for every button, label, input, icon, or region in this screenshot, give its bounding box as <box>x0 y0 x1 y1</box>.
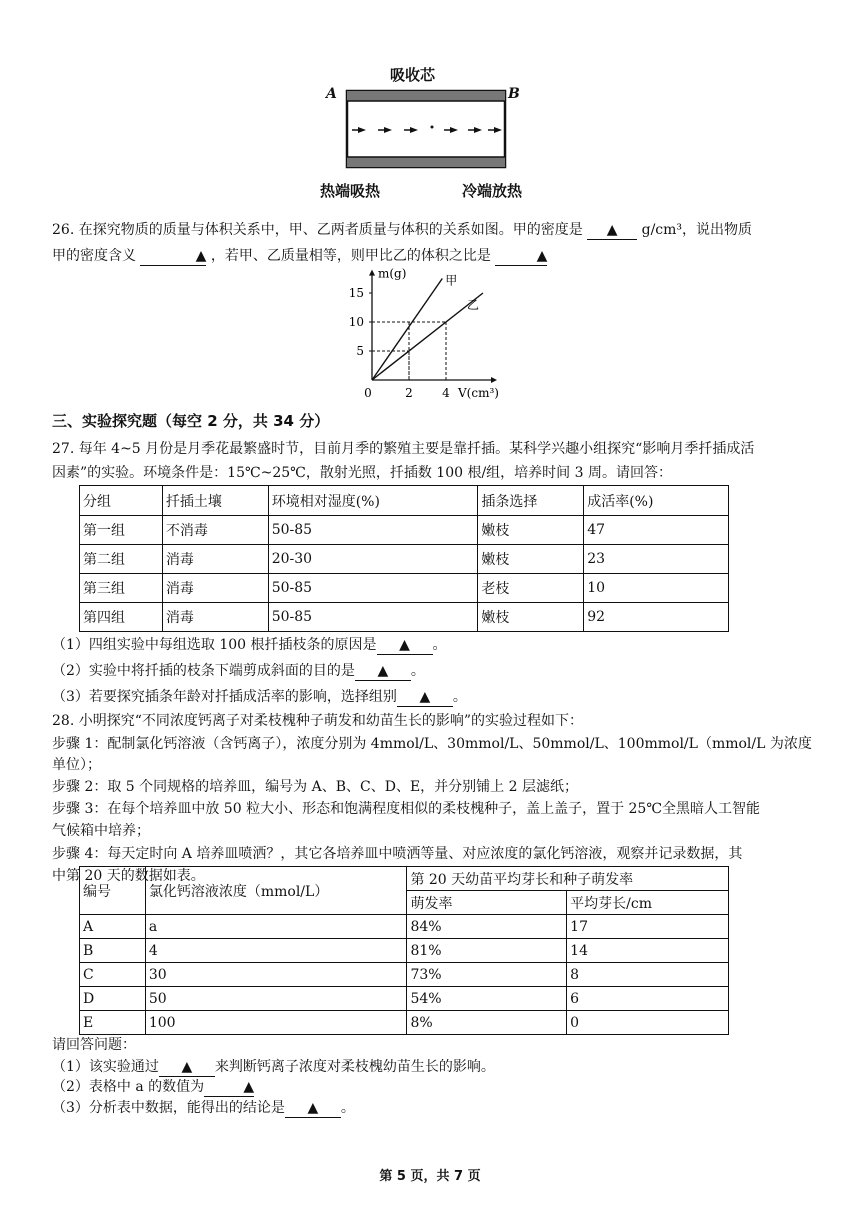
table-cell: 23 <box>584 545 729 574</box>
q28-step1b: 单位）； <box>52 757 101 773</box>
q27-sub1 <box>52 636 447 655</box>
x-axis-label: V(cm³) <box>458 386 499 400</box>
q28-sub2 <box>52 1078 254 1097</box>
table-cell: 47 <box>584 516 729 545</box>
table-cell: E <box>80 1011 146 1035</box>
q27-sub1-end: 。 <box>432 637 447 653</box>
label-a: A <box>326 86 337 102</box>
table-cell: 92 <box>584 603 729 632</box>
q27-sub2-end: 。 <box>410 663 425 679</box>
table-cell: 50 <box>145 987 407 1011</box>
q28-ask: 请回答问题： <box>52 1037 136 1053</box>
q28-step3a: 步骤 3：在每个培养皿中放 50 粒大小、形态和饱满程度相似的柔枝槐种子，盖上盖子，置于 25℃全黑暗人工智能 <box>52 801 760 817</box>
q28-step4a: 步骤 4：每天定时向 A 培养皿喷洒？，其它各培养皿中喷洒等量、对应浓度的氯化钙溶液，观察并记录数据，其 <box>52 846 743 862</box>
page-footer: 第 5 页，共 7 页 <box>379 1169 481 1184</box>
q27-sub3-text: （3）若要探究插条年龄对扦插成活率的影响，选择组别 <box>52 689 397 705</box>
header-cell: 氯化钙溶液浓度（mmol/L） <box>145 867 407 915</box>
q28-sub3-text: （3）分析表中数据，能得出的结论是 <box>52 1100 285 1116</box>
table-cell: 不消毒 <box>162 516 268 545</box>
q26-line2 <box>52 247 547 266</box>
header-cell: 扦插土壤 <box>162 486 268 516</box>
table-cell: C <box>80 963 146 987</box>
q26-blank3[interactable]: ▲ <box>495 247 547 266</box>
section-title: 三、实验探究题（每空 2 分，共 34 分） <box>52 412 330 430</box>
q26-unit: g/cm³，说出物质 <box>641 222 753 238</box>
q28-step2: 步骤 2：取 5 个同规格的培养皿，编号为 A、B、C、D、E，并分别铺上 2 层滤纸； <box>52 779 578 795</box>
table-row <box>80 545 729 574</box>
q28-line1: 28. 小明探究“不同浓度钙离子对柔枝槐种子萌发和幼苗生长的影响”的实验过程如下： <box>52 713 584 729</box>
table-cell: 6 <box>567 987 729 1011</box>
q27-sub2-text: （2）实验中将扦插的枝条下端剪成斜面的目的是 <box>52 663 355 679</box>
series-line-1 <box>372 279 442 381</box>
q28-table <box>79 866 729 1035</box>
q28-step3b: 气候箱中培养； <box>52 823 150 839</box>
q27-sub2 <box>52 662 425 681</box>
header-cell: 平均芽长/cm <box>567 891 729 915</box>
q28-sub2-text: （2）表格中 a 的数值为 <box>52 1079 205 1095</box>
table-cell: B <box>80 939 146 963</box>
table-cell: 嫩枝 <box>478 516 584 545</box>
q28-sub3 <box>52 1099 355 1118</box>
table-cell: D <box>80 987 146 1011</box>
table-row <box>80 987 729 1011</box>
table-cell: 14 <box>567 939 729 963</box>
hot-end-label: 热端吸热 <box>320 182 381 200</box>
q28-blank2[interactable]: ▲ <box>204 1078 254 1097</box>
header-cell: 第 20 天幼苗平均芽长和种子萌发率 <box>407 867 729 891</box>
q27-line1: 27. 每年 4~5 月份是月季花最繁盛时节，目前月季的繁殖主要是靠扦插。某科学兴趣小组探究“影响月季扦插成活 <box>52 441 755 457</box>
header-cell: 插条选择 <box>478 486 584 516</box>
label-b: B <box>508 86 520 102</box>
table-row <box>80 915 729 939</box>
q26-number: 26. <box>52 222 75 238</box>
table-cell: 100 <box>145 1011 407 1035</box>
cold-end-label: 冷端放热 <box>462 182 523 200</box>
table-cell: 73% <box>407 963 567 987</box>
q26-text2b: ，若甲、乙质量相等，则甲比乙的体积之比是 <box>210 248 491 264</box>
q27-sub1-text: （1）四组实验中每组选取 100 根扦插枝条的原因是 <box>52 637 377 653</box>
table-cell: 第四组 <box>80 603 163 632</box>
q26-text2a: 甲的密度含义 <box>52 248 136 264</box>
q28-step1a: 步骤 1：配制氯化钙溶液（含钙离子），浓度分别为 4mmol/L、30mmol/L、50mmol/L、100mmol/L（mmol/L 为浓度 <box>52 736 812 752</box>
table-cell: 消毒 <box>162 545 268 574</box>
table-row <box>80 939 729 963</box>
table-cell: 81% <box>407 939 567 963</box>
table-cell: 第二组 <box>80 545 163 574</box>
table-cell: 老枝 <box>478 574 584 603</box>
table-cell: 消毒 <box>162 574 268 603</box>
y-tick-label: 15 <box>348 286 364 300</box>
q26-blank1[interactable]: ▲ <box>587 221 637 240</box>
table-cell: 嫩枝 <box>478 603 584 632</box>
figure-title: 吸收芯 <box>390 66 436 84</box>
q27-blank3[interactable]: ▲ <box>397 688 453 707</box>
q28-sub1b: 来判断钙离子浓度对柔枝槐幼苗生长的影响。 <box>214 1059 495 1075</box>
q27-blank1[interactable]: ▲ <box>377 636 433 655</box>
table-cell: 4 <box>145 939 407 963</box>
x-tick-label: 0 <box>364 386 372 400</box>
x-axis-arrow <box>491 377 497 383</box>
table-cell: 8 <box>567 963 729 987</box>
q27-sub3-end: 。 <box>452 689 467 705</box>
table-cell: 第一组 <box>80 516 163 545</box>
q28-sub1a: （1）该实验通过 <box>52 1059 159 1075</box>
q28-step4b: 中第 20 天的数据如表。 <box>52 868 205 884</box>
table-row <box>80 603 729 632</box>
table-cell: 20-30 <box>268 545 478 574</box>
table-row <box>80 963 729 987</box>
header-cell: 分组 <box>80 486 163 516</box>
x-tick-label: 2 <box>405 386 413 400</box>
table-cell: A <box>80 915 146 939</box>
header-cell: 萌发率 <box>407 891 567 915</box>
table-cell: 0 <box>567 1011 729 1035</box>
y-axis-label: m(g) <box>378 266 407 281</box>
table-cell: 嫩枝 <box>478 545 584 574</box>
table-row <box>80 1011 729 1035</box>
table-cell: 50-85 <box>268 603 478 632</box>
header-cell: 成活率(%) <box>584 486 729 516</box>
y-tick-label: 10 <box>348 315 364 329</box>
q27-line2: 因素”的实验。环境条件是：15℃~25℃，散射光照，扦插数 100 根/组，培养时间 3 周。请回答： <box>52 465 672 481</box>
table-cell: 第三组 <box>80 574 163 603</box>
table-row <box>80 516 729 545</box>
table-cell: 30 <box>145 963 407 987</box>
header-cell: 环境相对湿度(%) <box>268 486 478 516</box>
table-cell: 54% <box>407 987 567 1011</box>
table-header-row <box>80 486 729 516</box>
q26-line1 <box>52 221 752 240</box>
q28-sub3-end: 。 <box>340 1100 355 1116</box>
table-cell: 50-85 <box>268 574 478 603</box>
y-tick-label: 5 <box>356 344 364 358</box>
series-label-1: 甲 <box>445 273 458 288</box>
table-cell: a <box>145 915 407 939</box>
table-cell: 50-85 <box>268 516 478 545</box>
q26-text1: 在探究物质的质量与体积关系中，甲、乙两者质量与体积的关系如图。甲的密度是 <box>78 222 583 238</box>
q28-sub1 <box>52 1058 495 1077</box>
q28-blank1[interactable]: ▲ <box>159 1058 215 1077</box>
table-header-row <box>80 867 729 891</box>
heat-pipe-drawing <box>344 88 508 172</box>
x-tick-label: 4 <box>442 386 450 400</box>
table-cell: 84% <box>407 915 567 939</box>
mass-volume-chart <box>330 266 510 400</box>
table-cell: 8% <box>407 1011 567 1035</box>
table-row <box>80 574 729 603</box>
series-label-2: 乙 <box>467 298 480 312</box>
table-cell: 消毒 <box>162 603 268 632</box>
q27-table <box>79 485 729 632</box>
q26-blank2[interactable]: ▲ <box>140 247 206 266</box>
table-cell: 10 <box>584 574 729 603</box>
q27-blank2[interactable]: ▲ <box>355 662 411 681</box>
y-axis-arrow <box>369 270 375 276</box>
header-cell: 编号 <box>80 867 146 915</box>
table-cell: 17 <box>567 915 729 939</box>
q27-sub3 <box>52 688 467 707</box>
q28-blank3[interactable]: ▲ <box>285 1099 341 1118</box>
heat-pipe-figure <box>320 60 550 205</box>
